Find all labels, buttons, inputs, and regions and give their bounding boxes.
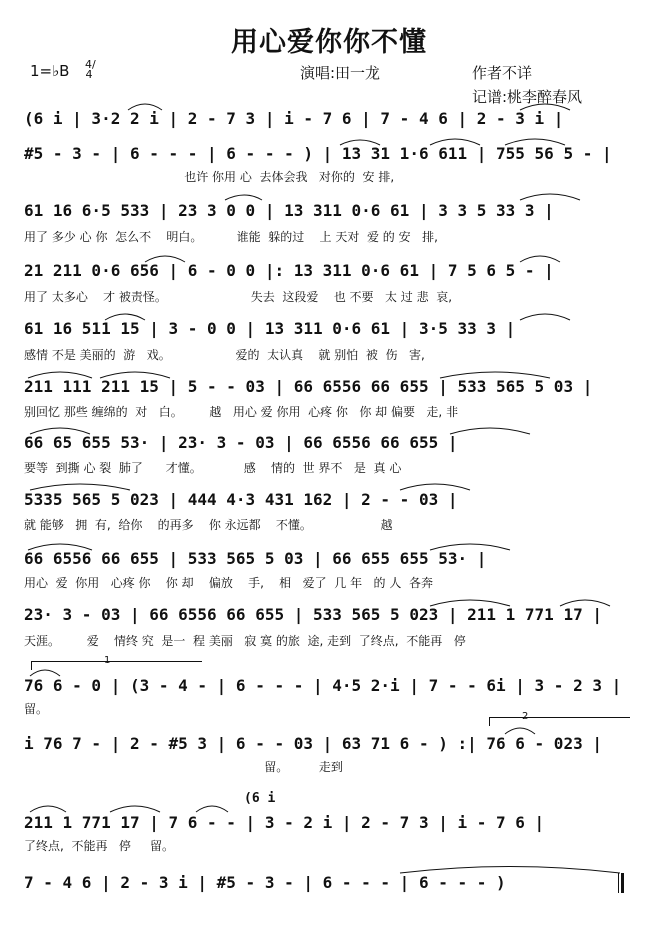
notation-line: 21 211 0·6 656 | 6 - 0 0 |: 13 311 0·6 61 | 7 5 6 5 - | — [24, 261, 554, 280]
grace-notes: (6 i — [244, 791, 276, 806]
notation-line: 7 - 4 6 | 2 - 3 i | #5 - 3 - | 6 - - - | 6 - - - ) — [24, 873, 506, 892]
notation-line: 76 6 - 0 | (3 - 4 - | 6 - - - | 4·5 2·i | 7 - - 6i | 3 - 2 3 | — [24, 676, 622, 695]
lyric-line: 感情 不是 美丽的 游 戏。 爱的 太认真 就 别怕 被 伤 害, — [24, 348, 425, 362]
lyric-line: 要等 到撕 心 裂 肺了 才懂。 感 情的 世 界不 是 真 心 — [24, 461, 402, 475]
notation-line: 23· 3 - 03 | 66 6556 66 655 | 533 565 5 023 | 211 1 771 17 | — [24, 605, 602, 624]
lyric-line: 就 能够 拥 有, 给你 的再多 你 永远都 不懂。 越 — [24, 518, 393, 532]
lyric-line: 留。 — [24, 702, 49, 716]
notation-line: #5 - 3 - | 6 - - - | 6 - - - ) | 13 31 1·6 611 | 755 56 5 - | — [24, 144, 612, 163]
time-signature — [85, 60, 95, 80]
lyric-line: 天涯。 爱 情终 究 是一 程 美丽 寂 寞 的旅 途, 走到 了终点, 不能再 停 — [24, 634, 466, 648]
lyric-line: 了终点, 不能再 停 留。 — [24, 839, 174, 853]
lyric-line: 留。 走到 — [24, 760, 343, 774]
notation-line: 61 16 6·5 533 | 23 3 0 0 | 13 311 0·6 61 | 3 3 5 33 3 | — [24, 201, 554, 220]
key-signature: 1=♭B — [30, 62, 70, 80]
final-barline — [618, 873, 624, 893]
notation-line: 66 6556 66 655 | 533 565 5 03 | 66 655 655 53· | — [24, 549, 487, 568]
composer-credit: 作者不详 — [472, 64, 533, 82]
notation-line: 61 16 511 15 | 3 - 0 0 | 13 311 0·6 61 | 3·5 33 3 | — [24, 319, 516, 338]
lyric-line: 用了 多少 心 你 怎么不 明白。 谁能 躲的过 上 天对 爱 的 安 排, — [24, 230, 438, 244]
transcriber-credit: 记谱:桃李醉春风 — [472, 88, 583, 106]
notation-line: i 76 7 - | 2 - #5 3 | 6 - - 03 | 63 71 6 - ) :| 76 6 - 023 | — [24, 734, 602, 753]
notation-line: 211 1 771 17 | 7 6 - - | 3 - 2 i | 2 - 7 3 | i - 7 6 | — [24, 813, 545, 832]
time-signature-text: 4/4 — [85, 58, 96, 81]
notation-line: 211 111 211 15 | 5 - - 03 | 66 6556 66 655 | 533 565 5 03 | — [24, 377, 593, 396]
volta-bracket-1 — [31, 661, 202, 670]
lyric-line: 也许 你用 心 去体会我 对你的 安 排, — [24, 170, 395, 184]
lyric-line: 别回忆 那些 缠绵的 对 白。 越 用心 爱 你用 心疼 你 你 却 偏要 走, 非 — [24, 405, 459, 419]
lyric-line: 用了 太多心 才 被责怪。 失去 这段爱 也 不要 太 过 悲 哀, — [24, 290, 453, 304]
notation-line: 66 65 655 53· | 23· 3 - 03 | 66 6556 66 655 | — [24, 433, 458, 452]
lyric-line: 用心 爱 你用 心疼 你 你 却 偏放 手, 相 爱了 几 年 的 人 各奔 — [24, 576, 433, 590]
song-title: 用心爱你你不懂 — [231, 27, 427, 58]
notation-line: (6 i | 3·2 2 i | 2 - 7 3 | i - 7 6 | 7 - 4 6 | 2 - 3 i | — [24, 109, 564, 128]
notation-line: 5335 565 5 023 | 444 4·3 431 162 | 2 - - 03 | — [24, 490, 458, 509]
volta-number-2: 2 — [522, 711, 529, 722]
singer-credit: 演唱:田一龙 — [300, 64, 381, 82]
volta-bracket-2 — [489, 717, 630, 726]
volta-number-1: 1 — [104, 655, 111, 666]
